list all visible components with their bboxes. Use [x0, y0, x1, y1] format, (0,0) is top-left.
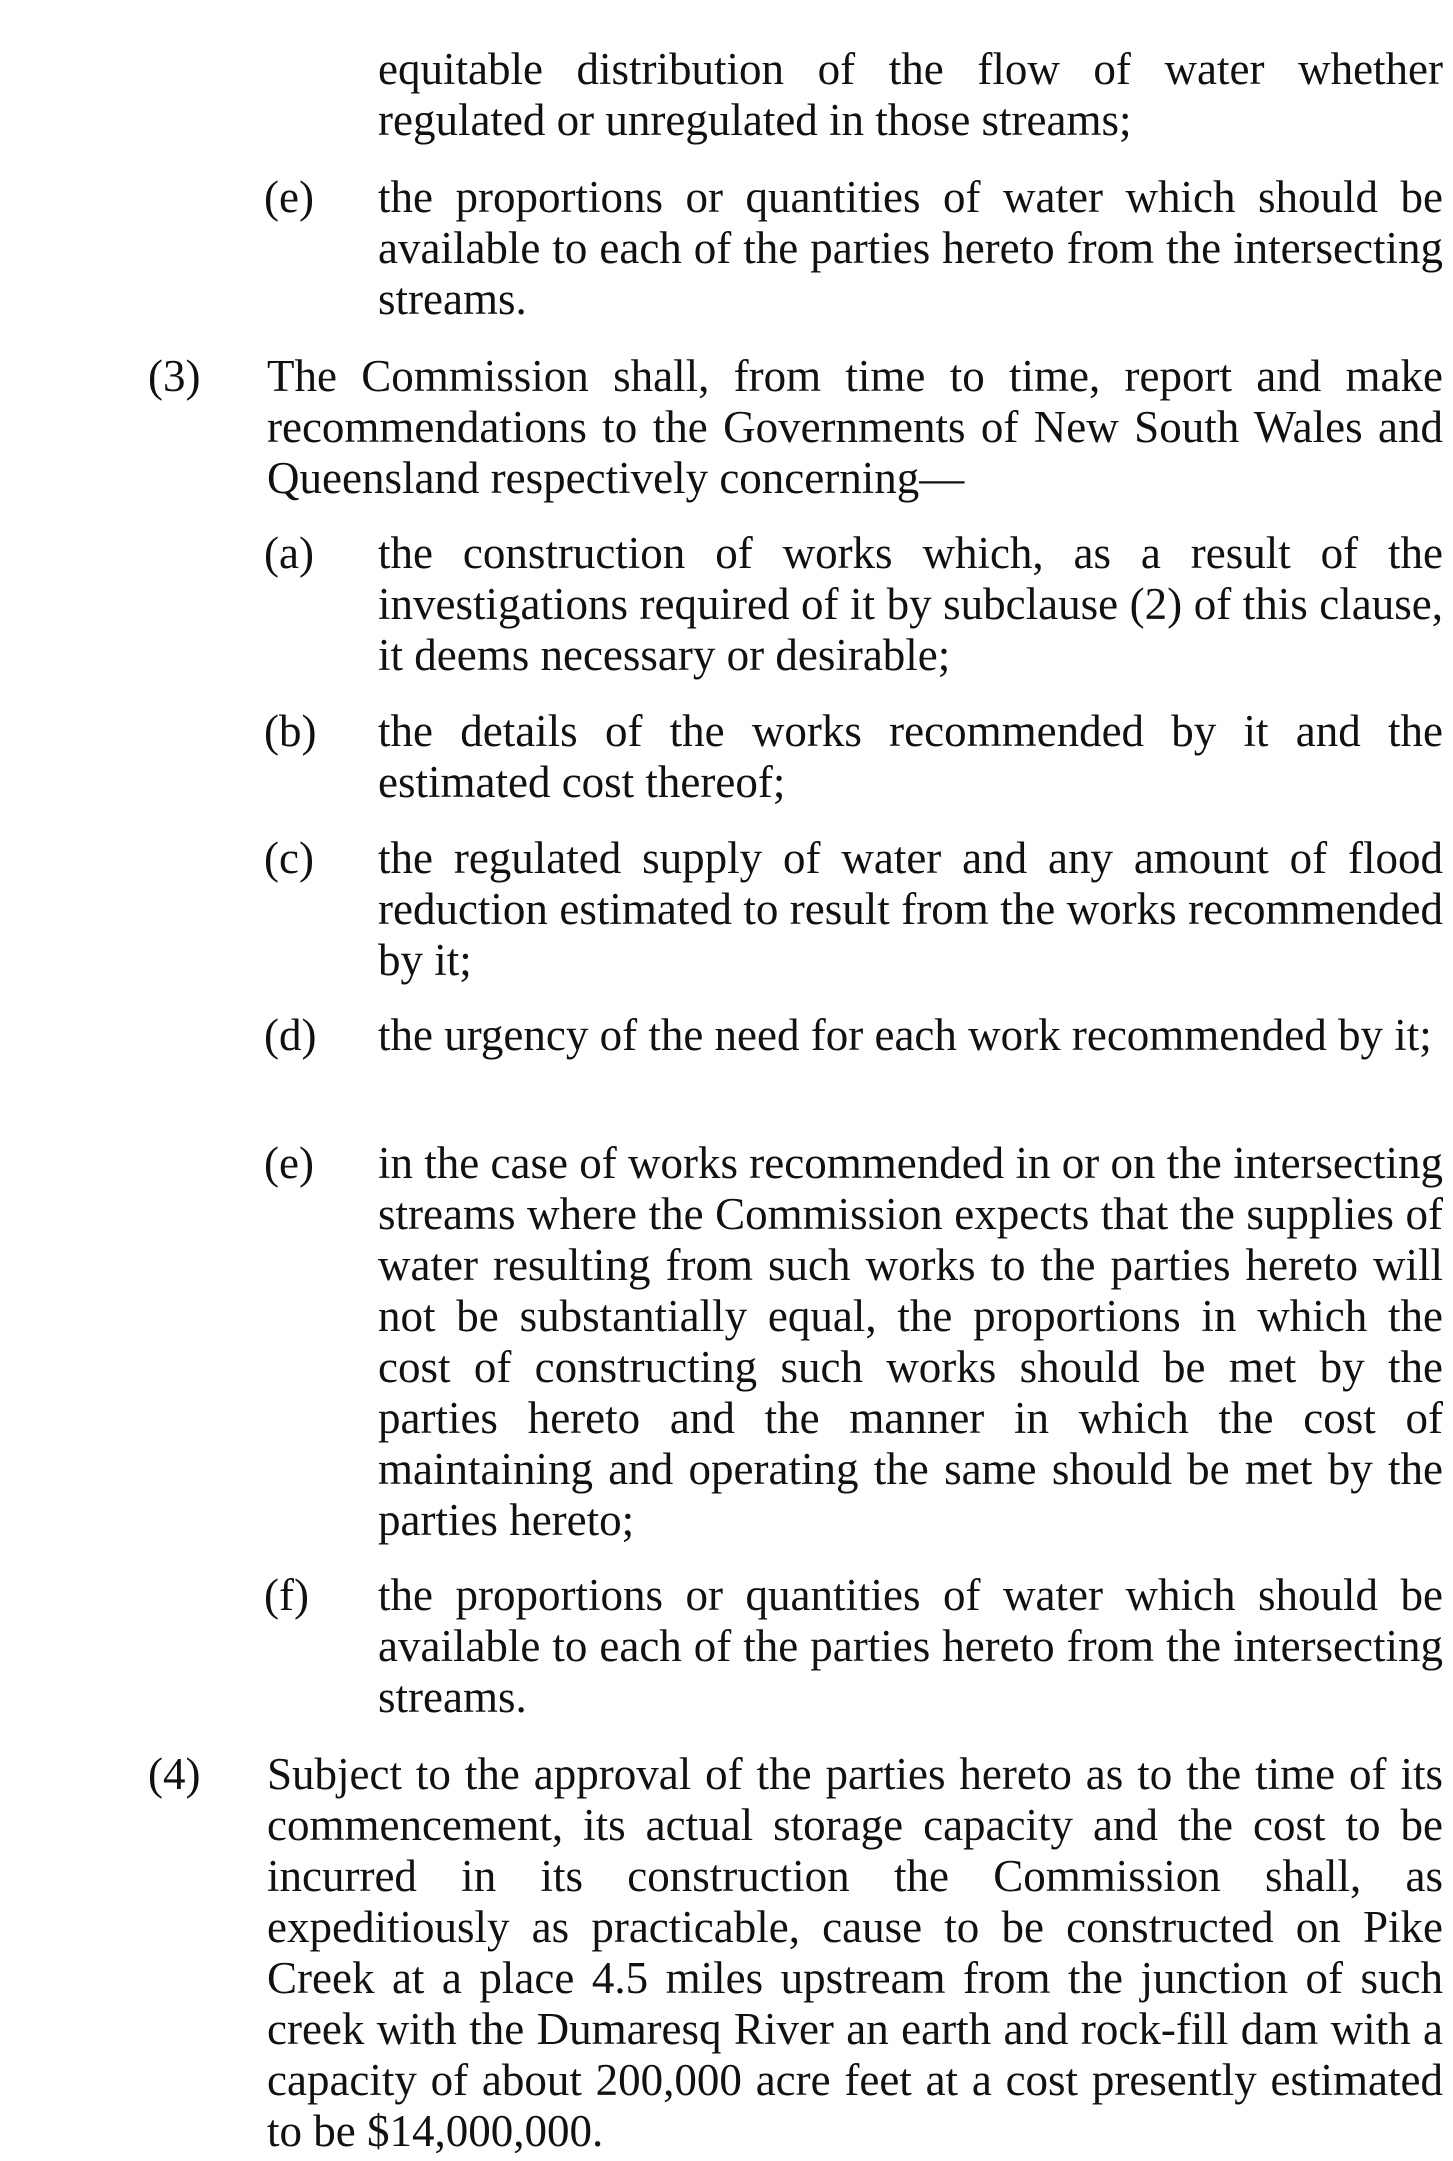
- item-label: (b): [264, 706, 317, 756]
- item-text: the construction of works which, as a result of the investigations required of it by subclause (2) of this clause, it deems necessary or desirable;: [378, 528, 1443, 680]
- item-label: (3): [148, 351, 201, 401]
- item-label: (e): [264, 172, 314, 222]
- item-label: (a): [264, 528, 314, 578]
- item-label: (4): [148, 1749, 201, 1799]
- item-text: the proportions or quantities of water which should be available to each of the parties hereto from the intersecting streams.: [378, 172, 1443, 324]
- item-text: the regulated supply of water and any amount of flood reduction estimated to result from the works recommended by it;: [378, 833, 1443, 985]
- item-text: Subject to the approval of the parties hereto as to the time of its commencement, its actual storage capacity and the cost to be incurred in its construction the Commission shall, as expeditiously as practicable, cause to be constructed on Pike Creek at a place 4.5 miles upstream from the junction of such creek with the Dumaresq River an earth and rock-fill dam with a capacity of about 200,000 acre feet at a cost presently estimated to be $14,000,000.: [267, 1749, 1443, 2156]
- item-label: (c): [264, 833, 314, 883]
- item-text: the urgency of the need for each work recommended by it;: [378, 1010, 1432, 1060]
- item-text: the details of the works recommended by it and the estimated cost thereof;: [378, 706, 1443, 807]
- item-label: (f): [264, 1570, 309, 1620]
- item-label: (e): [264, 1138, 314, 1188]
- item-label: (d): [264, 1010, 317, 1060]
- item-text: the proportions or quantities of water which should be available to each of the parties hereto from the intersecting streams.: [378, 1570, 1443, 1722]
- continuation-paragraph: equitable distribution of the flow of water whether regulated or unregulated in those streams;: [378, 44, 1443, 145]
- item-text: The Commission shall, from time to time, report and make recommendations to the Governments of New South Wales and Queensland respectively concerning—: [267, 351, 1443, 503]
- item-text: in the case of works recommended in or on the intersecting streams where the Commission expects that the supplies of water resulting from such works to the parties hereto will not be substantially equal, the proportions in which the cost of constructing such works should be met by the parties hereto and the manner in which the cost of maintaining and operating the same should be met by the parties hereto;: [378, 1138, 1443, 1545]
